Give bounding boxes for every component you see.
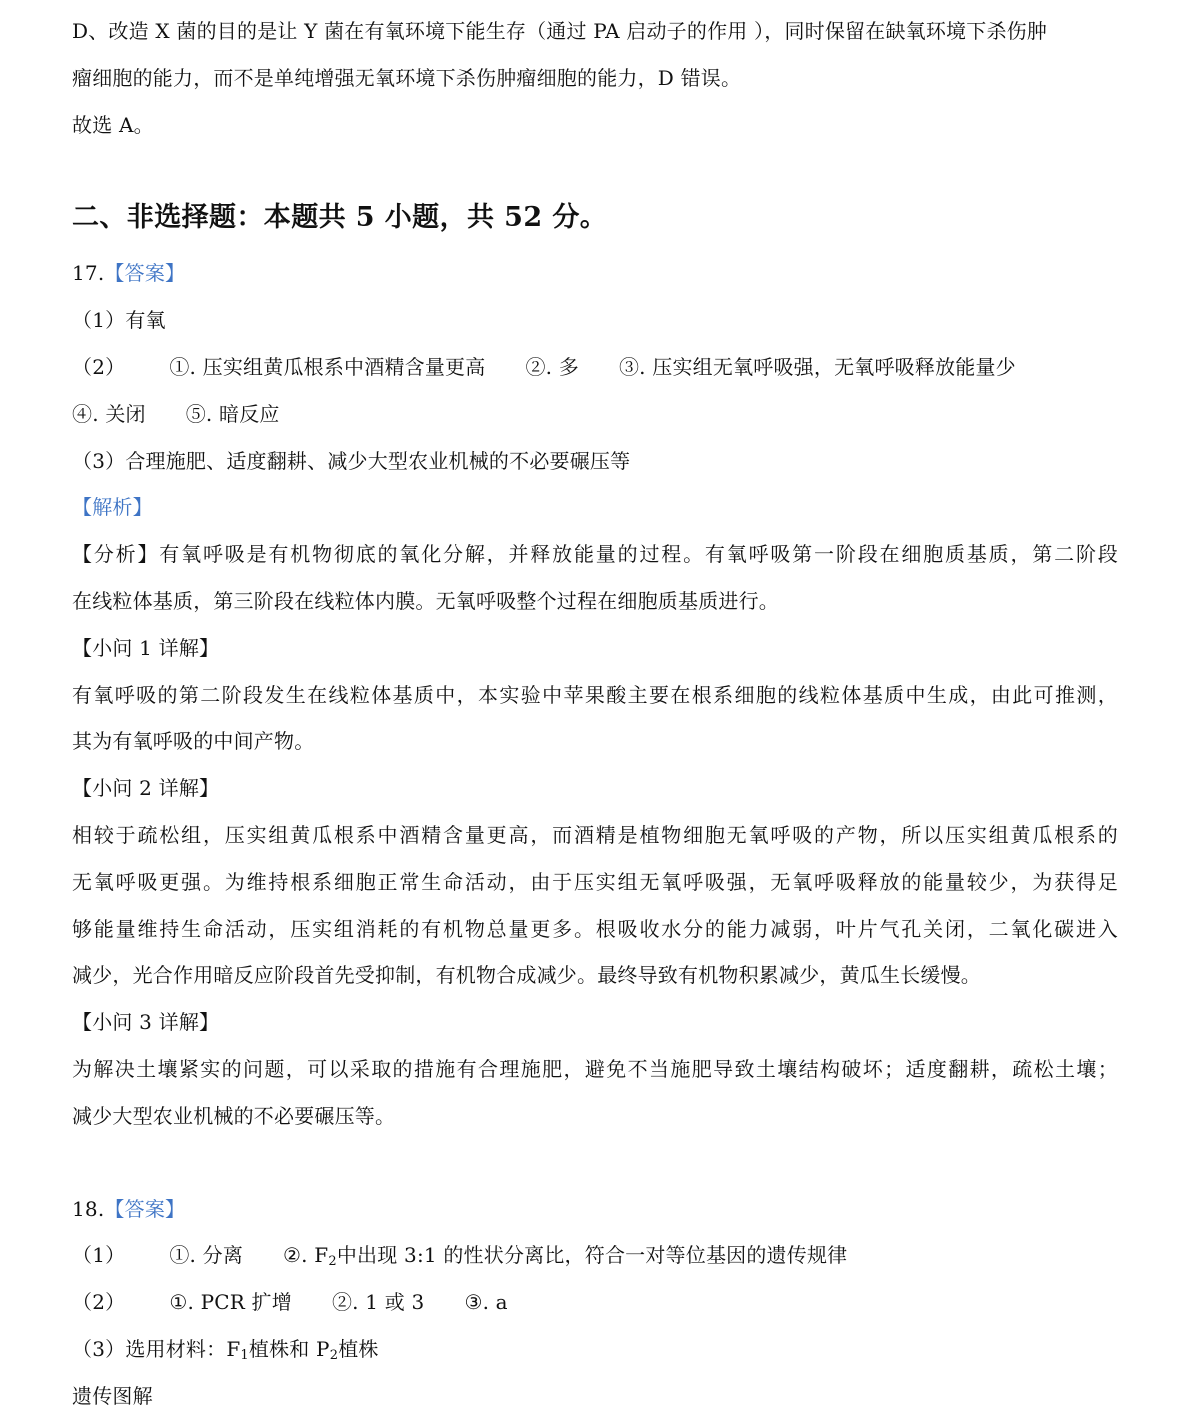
q17-answer-tag: 【答案】: [104, 261, 186, 286]
q17-analysis-line-1: 【分析】有氧呼吸是有机物彻底的氧化分解，并释放能量的过程。有氧呼吸第一阶段在细胞质基质，第二阶段: [72, 542, 1118, 567]
q18-answer-1-item-1: ①. 分离: [169, 1243, 244, 1268]
q18-answer-3: （3）选用材料：$F_1$植株和 $P_2$植株: [72, 1336, 379, 1363]
q18-answer-1-item-2: ②. $F_2$中出现 3:1 的性状分离比，符合一对等位基因的遗传规律: [283, 1243, 848, 1270]
q17-sub2-line-3: 够能量维持生命活动，压实组消耗的有机物总量更多。根吸收水分的能力减弱，叶片气孔关闭，二氧化碳进入: [72, 916, 1118, 941]
q17-sub3-title: 【小问 3 详解】: [72, 1010, 220, 1035]
section-heading: 二、非选择题：本题共 5 小题，共 52 分。: [72, 202, 608, 234]
option-d-line-2: 瘤细胞的能力，而不是单纯增强无氧环境下杀伤肿瘤细胞的能力，D 错误。: [72, 65, 742, 90]
q18-answer-2-item-1: ①. PCR 扩增: [169, 1290, 292, 1315]
q18-genetic-diagram-label: 遗传图解: [72, 1383, 153, 1408]
conclusion-line: 故选 A。: [72, 112, 154, 137]
q17-sub2-line-1: 相较于疏松组，压实组黄瓜根系中酒精含量更高，而酒精是植物细胞无氧呼吸的产物，所以压实组黄瓜根系的: [72, 822, 1118, 847]
q18-answer-1-prefix: （1）: [72, 1243, 126, 1268]
q17-sub1-line-1: 有氧呼吸的第二阶段发生在线粒体基质中，本实验中苹果酸主要在根系细胞的线粒体基质中生成，由此可推测，: [72, 682, 1118, 707]
q18-number: 18.: [72, 1196, 105, 1221]
q17-answer-2-item-4: ④. 关闭: [72, 401, 146, 426]
q17-answer-2-item-5: ⑤. 暗反应: [185, 401, 280, 426]
q17-sub2-title: 【小问 2 详解】: [72, 776, 220, 801]
q17-sub1-line-2: 其为有氧呼吸的中间产物。: [72, 729, 315, 754]
q17-sub3-line-1: 为解决土壤紧实的问题，可以采取的措施有合理施肥，避免不当施肥导致土壤结构破坏；适度翻耕，疏松土壤；: [72, 1056, 1118, 1081]
spacer: [72, 148, 1118, 194]
q17-answer-header: [72, 250, 1118, 297]
q17-analysis-tag: 【解析】: [72, 495, 153, 520]
q17-answer-2: [72, 344, 1118, 391]
q17-sub1-title: 【小问 1 详解】: [72, 635, 220, 660]
q17-answer-1: （1）有氧: [72, 308, 166, 333]
q17-answer-3: （3）合理施肥、适度翻耕、减少大型农业机械的不必要碾压等: [72, 448, 631, 473]
option-d-line-1: D、改造 X 菌的目的是让 Y 菌在有氧环境下能生存（通过 PA 启动子的作用 ），同时保留在缺氧环境下杀伤肿: [72, 19, 1048, 43]
q17-answer-2-item-2: ②. 多: [525, 354, 579, 379]
q18-answer-tag: 【答案】: [104, 1196, 186, 1221]
q18-answer-2-item-2: ②. 1 或 3: [331, 1290, 425, 1315]
q17-answer-2-item-3: ③. 压实组无氧呼吸强，无氧呼吸释放能量少: [618, 354, 1016, 379]
q18-answer-2-prefix: （2）: [72, 1290, 126, 1315]
q18-answer-2-item-3: ③. a: [464, 1290, 508, 1315]
q18-answer-2: [72, 1279, 1118, 1326]
q17-sub2-line-2: 无氧呼吸更强。为维持根系细胞正常生命活动，由于压实组无氧呼吸强，无氧呼吸释放的能量较少，为获得足: [72, 869, 1118, 894]
q17-sub2-line-4: 减少，光合作用暗反应阶段首先受抑制，有机物合成减少。最终导致有机物积累减少，黄瓜生长缓慢。: [72, 963, 981, 988]
q17-answer-2-prefix: （2）: [72, 354, 126, 379]
spacer: [72, 1140, 1118, 1186]
q17-sub3-line-2: 减少大型农业机械的不必要碾压等。: [72, 1103, 396, 1128]
q17-answer-2-item-1: ①. 压实组黄瓜根系中酒精含量更高: [169, 354, 486, 379]
q18-answer-header: [72, 1186, 1118, 1233]
q17-analysis-line-2: 在线粒体基质，第三阶段在线粒体内膜。无氧呼吸整个过程在细胞质基质进行。: [72, 588, 779, 613]
q17-answer-2-cont: [72, 391, 1118, 438]
q17-number: 17.: [72, 261, 105, 286]
q18-answer-1: [72, 1232, 1118, 1279]
